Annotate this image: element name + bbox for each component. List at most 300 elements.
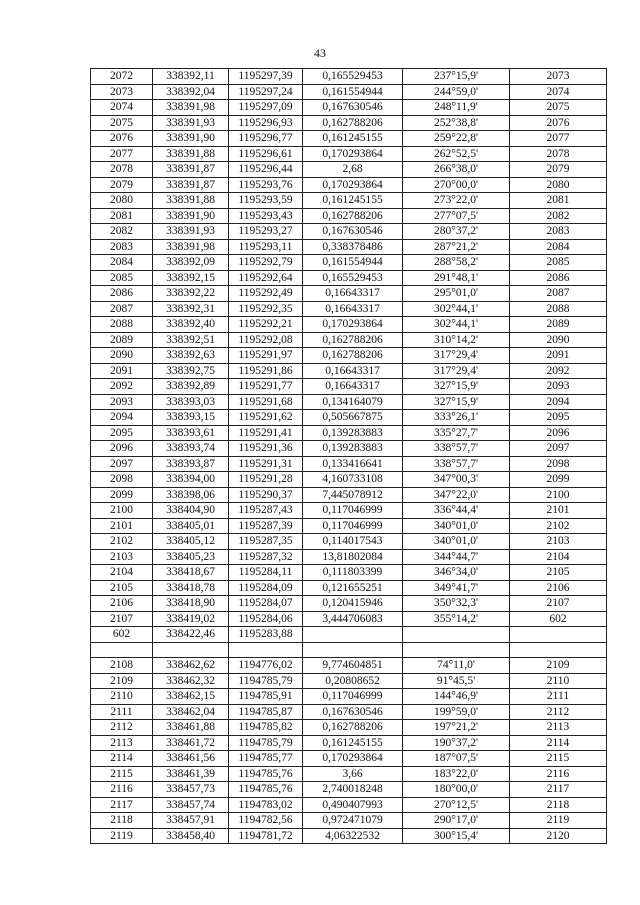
point-number-cell: 2119: [91, 828, 153, 844]
y-coordinate-cell: 1195291,41: [229, 425, 303, 441]
y-coordinate-cell: 1195292,21: [229, 317, 303, 333]
point-number-cell: 2076: [91, 131, 153, 147]
table-row: [91, 332, 607, 348]
table-row: [91, 255, 607, 271]
distance-cell: [303, 642, 403, 658]
distance-cell: 0,167630546: [303, 224, 403, 240]
distance-cell: 0,167630546: [303, 704, 403, 720]
point-number-cell: 2077: [91, 146, 153, 162]
distance-cell: 0,162788206: [303, 115, 403, 131]
y-coordinate-cell: 1194785,76: [229, 766, 303, 782]
x-coordinate-cell: 338392,89: [153, 379, 229, 395]
distance-cell: 0,505667875: [303, 410, 403, 426]
next-point-number-cell: 602: [510, 611, 607, 627]
point-number-cell: 2098: [91, 472, 153, 488]
point-number-cell: 2096: [91, 441, 153, 457]
x-coordinate-cell: 338391,93: [153, 115, 229, 131]
bearing-cell: 248°11,9': [403, 100, 510, 116]
table-row: [91, 84, 607, 100]
y-coordinate-cell: 1195296,93: [229, 115, 303, 131]
next-point-number-cell: 2085: [510, 255, 607, 271]
point-number-cell: 2075: [91, 115, 153, 131]
y-coordinate-cell: 1195293,43: [229, 208, 303, 224]
point-number-cell: 2100: [91, 503, 153, 519]
distance-cell: 3,66: [303, 766, 403, 782]
bearing-cell: 183°22,0': [403, 766, 510, 782]
y-coordinate-cell: 1194783,02: [229, 797, 303, 813]
next-point-number-cell: 2120: [510, 828, 607, 844]
y-coordinate-cell: 1195291,62: [229, 410, 303, 426]
table-row: [91, 286, 607, 302]
point-number-cell: 2115: [91, 766, 153, 782]
point-number-cell: 2082: [91, 224, 153, 240]
next-point-number-cell: 2105: [510, 565, 607, 581]
next-point-number-cell: 2102: [510, 518, 607, 534]
y-coordinate-cell: 1195291,36: [229, 441, 303, 457]
x-coordinate-cell: 338405,01: [153, 518, 229, 534]
bearing-cell: 344°44,7': [403, 549, 510, 565]
table-row: [91, 534, 607, 550]
bearing-cell: 288°58,2': [403, 255, 510, 271]
bearing-cell: 270°12,5': [403, 797, 510, 813]
x-coordinate-cell: 338392,75: [153, 363, 229, 379]
y-coordinate-cell: 1195296,61: [229, 146, 303, 162]
next-point-number-cell: 2109: [510, 658, 607, 674]
y-coordinate-cell: 1195296,77: [229, 131, 303, 147]
table-row: [91, 193, 607, 209]
point-number-cell: 2106: [91, 596, 153, 612]
x-coordinate-cell: 338461,56: [153, 751, 229, 767]
distance-cell: 0,16643317: [303, 363, 403, 379]
y-coordinate-cell: 1194785,87: [229, 704, 303, 720]
y-coordinate-cell: 1195296,44: [229, 162, 303, 178]
table-row: [91, 348, 607, 364]
table-row: [91, 162, 607, 178]
point-number-cell: 2102: [91, 534, 153, 550]
y-coordinate-cell: 1195293,76: [229, 177, 303, 193]
bearing-cell: 347°22,0': [403, 487, 510, 503]
distance-cell: 0,16643317: [303, 301, 403, 317]
y-coordinate-cell: 1195297,39: [229, 69, 303, 85]
next-point-number-cell: 2084: [510, 239, 607, 255]
y-coordinate-cell: [229, 642, 303, 658]
point-number-cell: 2079: [91, 177, 153, 193]
bearing-cell: 187°07,5': [403, 751, 510, 767]
next-point-number-cell: 2074: [510, 84, 607, 100]
x-coordinate-cell: 338391,90: [153, 208, 229, 224]
table-row: [91, 100, 607, 116]
next-point-number-cell: 2080: [510, 177, 607, 193]
point-number-cell: 2084: [91, 255, 153, 271]
x-coordinate-cell: [153, 642, 229, 658]
x-coordinate-cell: 338392,63: [153, 348, 229, 364]
bearing-cell: [403, 642, 510, 658]
x-coordinate-cell: 338404,90: [153, 503, 229, 519]
y-coordinate-cell: 1195284,06: [229, 611, 303, 627]
table-row: [91, 270, 607, 286]
distance-cell: 3,444706083: [303, 611, 403, 627]
point-number-cell: 2090: [91, 348, 153, 364]
distance-cell: 0,162788206: [303, 348, 403, 364]
x-coordinate-cell: 338391,90: [153, 131, 229, 147]
point-number-cell: 2073: [91, 84, 153, 100]
page-number: 43: [314, 46, 326, 60]
distance-cell: 0,162788206: [303, 720, 403, 736]
x-coordinate-cell: 338393,87: [153, 456, 229, 472]
next-point-number-cell: 2098: [510, 456, 607, 472]
next-point-number-cell: 2116: [510, 766, 607, 782]
table-row: [91, 689, 607, 705]
bearing-cell: 244°59,0': [403, 84, 510, 100]
distance-cell: 0,16643317: [303, 379, 403, 395]
point-number-cell: 2083: [91, 239, 153, 255]
distance-cell: 0,20808652: [303, 673, 403, 689]
x-coordinate-cell: 338422,46: [153, 627, 229, 643]
y-coordinate-cell: 1194785,79: [229, 673, 303, 689]
table-row: [91, 813, 607, 829]
distance-cell: 0,170293864: [303, 751, 403, 767]
next-point-number-cell: 2103: [510, 534, 607, 550]
next-point-number-cell: 2097: [510, 441, 607, 457]
bearing-cell: 317°29,4': [403, 348, 510, 364]
next-point-number-cell: 2089: [510, 317, 607, 333]
bearing-cell: 338°57,7': [403, 441, 510, 457]
table-row: [91, 115, 607, 131]
point-number-cell: 2110: [91, 689, 153, 705]
y-coordinate-cell: 1195291,86: [229, 363, 303, 379]
next-point-number-cell: 2075: [510, 100, 607, 116]
x-coordinate-cell: 338394,00: [153, 472, 229, 488]
x-coordinate-cell: 338418,78: [153, 580, 229, 596]
point-number-cell: 2086: [91, 286, 153, 302]
y-coordinate-cell: 1195291,68: [229, 394, 303, 410]
next-point-number-cell: 2093: [510, 379, 607, 395]
distance-cell: 0,121655251: [303, 580, 403, 596]
table-row: [91, 580, 607, 596]
point-number-cell: 2097: [91, 456, 153, 472]
y-coordinate-cell: 1195284,07: [229, 596, 303, 612]
table-row: [91, 394, 607, 410]
next-point-number-cell: 2106: [510, 580, 607, 596]
x-coordinate-cell: 338461,72: [153, 735, 229, 751]
x-coordinate-cell: 338391,88: [153, 193, 229, 209]
point-number-cell: 2078: [91, 162, 153, 178]
bearing-cell: 295°01,0': [403, 286, 510, 302]
y-coordinate-cell: 1194776,02: [229, 658, 303, 674]
distance-cell: 0,161554944: [303, 255, 403, 271]
bearing-cell: 74°11,0': [403, 658, 510, 674]
table-row: [91, 596, 607, 612]
x-coordinate-cell: 338462,62: [153, 658, 229, 674]
bearing-cell: 310°14,2': [403, 332, 510, 348]
next-point-number-cell: 2094: [510, 394, 607, 410]
next-point-number-cell: 2091: [510, 348, 607, 364]
x-coordinate-cell: 338418,90: [153, 596, 229, 612]
next-point-number-cell: 2118: [510, 797, 607, 813]
x-coordinate-cell: 338391,93: [153, 224, 229, 240]
next-point-number-cell: 2087: [510, 286, 607, 302]
distance-cell: 0,490407993: [303, 797, 403, 813]
table-row: [91, 146, 607, 162]
point-number-cell: 2081: [91, 208, 153, 224]
table-row: [91, 487, 607, 503]
distance-cell: 13,81802084: [303, 549, 403, 565]
bearing-cell: 199°59,0': [403, 704, 510, 720]
y-coordinate-cell: 1194782,56: [229, 813, 303, 829]
y-coordinate-cell: 1194785,91: [229, 689, 303, 705]
next-point-number-cell: 2119: [510, 813, 607, 829]
x-coordinate-cell: 338391,87: [153, 177, 229, 193]
y-coordinate-cell: 1195283,88: [229, 627, 303, 643]
next-point-number-cell: 2117: [510, 782, 607, 798]
point-number-cell: 2072: [91, 69, 153, 85]
point-number-cell: 2117: [91, 797, 153, 813]
bearing-cell: 340°01,0': [403, 518, 510, 534]
point-number-cell: 2074: [91, 100, 153, 116]
y-coordinate-cell: 1195284,09: [229, 580, 303, 596]
next-point-number-cell: 2073: [510, 69, 607, 85]
x-coordinate-cell: 338392,51: [153, 332, 229, 348]
bearing-cell: 333°26,1': [403, 410, 510, 426]
x-coordinate-cell: 338392,40: [153, 317, 229, 333]
x-coordinate-cell: 338392,04: [153, 84, 229, 100]
distance-cell: 0,117046999: [303, 689, 403, 705]
distance-cell: 2,740018248: [303, 782, 403, 798]
point-number-cell: 2107: [91, 611, 153, 627]
table-row: [91, 565, 607, 581]
table-row: [91, 518, 607, 534]
bearing-cell: 291°48,1': [403, 270, 510, 286]
y-coordinate-cell: 1195287,35: [229, 534, 303, 550]
point-number-cell: 2089: [91, 332, 153, 348]
distance-cell: 0,134164079: [303, 394, 403, 410]
table-row: [91, 456, 607, 472]
x-coordinate-cell: 338462,32: [153, 673, 229, 689]
bearing-cell: 350°32,3': [403, 596, 510, 612]
point-number-cell: 602: [91, 627, 153, 643]
bearing-cell: 347°00,3': [403, 472, 510, 488]
x-coordinate-cell: 338461,88: [153, 720, 229, 736]
bearing-cell: 266°38,0': [403, 162, 510, 178]
next-point-number-cell: 2111: [510, 689, 607, 705]
next-point-number-cell: 2100: [510, 487, 607, 503]
y-coordinate-cell: 1194781,72: [229, 828, 303, 844]
distance-cell: [303, 627, 403, 643]
distance-cell: 0,139283883: [303, 441, 403, 457]
next-point-number-cell: 2115: [510, 751, 607, 767]
table-row: [91, 797, 607, 813]
y-coordinate-cell: 1195293,11: [229, 239, 303, 255]
x-coordinate-cell: 338392,09: [153, 255, 229, 271]
next-point-number-cell: 2099: [510, 472, 607, 488]
x-coordinate-cell: 338391,98: [153, 100, 229, 116]
point-number-cell: 2114: [91, 751, 153, 767]
table-row: [91, 410, 607, 426]
distance-cell: 0,162788206: [303, 332, 403, 348]
next-point-number-cell: 2081: [510, 193, 607, 209]
distance-cell: 0,111803399: [303, 565, 403, 581]
point-number-cell: 2091: [91, 363, 153, 379]
bearing-cell: 335°27,7': [403, 425, 510, 441]
x-coordinate-cell: 338392,15: [153, 270, 229, 286]
bearing-cell: 300°15,4': [403, 828, 510, 844]
table-row: [91, 441, 607, 457]
bearing-cell: 190°37,2': [403, 735, 510, 751]
table-row: [91, 224, 607, 240]
x-coordinate-cell: 338398,06: [153, 487, 229, 503]
table-row: [91, 782, 607, 798]
y-coordinate-cell: 1194785,79: [229, 735, 303, 751]
x-coordinate-cell: 338392,31: [153, 301, 229, 317]
point-number-cell: 2113: [91, 735, 153, 751]
next-point-number-cell: 2114: [510, 735, 607, 751]
bearing-cell: 270°00,0': [403, 177, 510, 193]
x-coordinate-cell: 338393,15: [153, 410, 229, 426]
y-coordinate-cell: 1195284,11: [229, 565, 303, 581]
table-row: [91, 611, 607, 627]
point-number-cell: 2092: [91, 379, 153, 395]
y-coordinate-cell: 1195293,59: [229, 193, 303, 209]
x-coordinate-cell: 338418,67: [153, 565, 229, 581]
bearing-cell: 349°41,7': [403, 580, 510, 596]
distance-cell: 0,161245155: [303, 193, 403, 209]
y-coordinate-cell: 1195287,39: [229, 518, 303, 534]
next-point-number-cell: 2079: [510, 162, 607, 178]
distance-cell: 0,170293864: [303, 146, 403, 162]
y-coordinate-cell: 1195293,27: [229, 224, 303, 240]
table-row: [91, 720, 607, 736]
point-number-cell: 2105: [91, 580, 153, 596]
x-coordinate-cell: 338391,87: [153, 162, 229, 178]
point-number-cell: 2101: [91, 518, 153, 534]
y-coordinate-cell: 1195291,97: [229, 348, 303, 364]
y-coordinate-cell: 1195292,35: [229, 301, 303, 317]
table-row: [91, 472, 607, 488]
y-coordinate-cell: 1195297,09: [229, 100, 303, 116]
point-number-cell: 2094: [91, 410, 153, 426]
distance-cell: 0,170293864: [303, 177, 403, 193]
bearing-cell: 302°44,1': [403, 301, 510, 317]
x-coordinate-cell: 338419,02: [153, 611, 229, 627]
distance-cell: 0,170293864: [303, 317, 403, 333]
table-row: [91, 642, 607, 658]
distance-cell: 0,165529453: [303, 69, 403, 85]
bearing-cell: 355°14,2': [403, 611, 510, 627]
y-coordinate-cell: 1195292,08: [229, 332, 303, 348]
y-coordinate-cell: 1194785,76: [229, 782, 303, 798]
table-row: [91, 69, 607, 85]
table-row: [91, 828, 607, 844]
bearing-cell: 287°21,2': [403, 239, 510, 255]
next-point-number-cell: 2095: [510, 410, 607, 426]
bearing-cell: 338°57,7': [403, 456, 510, 472]
table-row: [91, 549, 607, 565]
x-coordinate-cell: 338462,15: [153, 689, 229, 705]
y-coordinate-cell: 1194785,82: [229, 720, 303, 736]
table-row: [91, 379, 607, 395]
y-coordinate-cell: 1195290,37: [229, 487, 303, 503]
point-number-cell: 2095: [91, 425, 153, 441]
table-row: [91, 503, 607, 519]
x-coordinate-cell: 338457,73: [153, 782, 229, 798]
y-coordinate-cell: 1195292,49: [229, 286, 303, 302]
y-coordinate-cell: 1195291,77: [229, 379, 303, 395]
bearing-cell: 327°15,9': [403, 379, 510, 395]
distance-cell: 0,161245155: [303, 735, 403, 751]
table-row: [91, 673, 607, 689]
y-coordinate-cell: 1195297,24: [229, 84, 303, 100]
distance-cell: 0,161245155: [303, 131, 403, 147]
distance-cell: 0,120415946: [303, 596, 403, 612]
bearing-cell: 280°37,2': [403, 224, 510, 240]
table-row: [91, 704, 607, 720]
y-coordinate-cell: 1195287,32: [229, 549, 303, 565]
table-row: [91, 317, 607, 333]
bearing-cell: 336°44,4': [403, 503, 510, 519]
table-row: [91, 239, 607, 255]
next-point-number-cell: 2076: [510, 115, 607, 131]
bearing-cell: 273°22,0': [403, 193, 510, 209]
x-coordinate-cell: 338458,40: [153, 828, 229, 844]
distance-cell: 7,445078912: [303, 487, 403, 503]
distance-cell: 0,139283883: [303, 425, 403, 441]
bearing-cell: 252°38,8': [403, 115, 510, 131]
next-point-number-cell: 2090: [510, 332, 607, 348]
distance-cell: 0,117046999: [303, 503, 403, 519]
distance-cell: 0,167630546: [303, 100, 403, 116]
next-point-number-cell: 2110: [510, 673, 607, 689]
next-point-number-cell: [510, 642, 607, 658]
next-point-number-cell: 2088: [510, 301, 607, 317]
table-row: [91, 751, 607, 767]
table-row: [91, 301, 607, 317]
x-coordinate-cell: 338392,11: [153, 69, 229, 85]
point-number-cell: 2080: [91, 193, 153, 209]
point-number-cell: 2112: [91, 720, 153, 736]
table-row: [91, 658, 607, 674]
point-number-cell: 2087: [91, 301, 153, 317]
table-row: [91, 425, 607, 441]
y-coordinate-cell: 1194785,77: [229, 751, 303, 767]
bearing-cell: 262°52,5': [403, 146, 510, 162]
point-number-cell: 2118: [91, 813, 153, 829]
bearing-cell: 277°07,5': [403, 208, 510, 224]
x-coordinate-cell: 338393,61: [153, 425, 229, 441]
table-row: [91, 208, 607, 224]
distance-cell: 0,972471079: [303, 813, 403, 829]
bearing-cell: 237°15,9': [403, 69, 510, 85]
distance-cell: 0,161554944: [303, 84, 403, 100]
distance-cell: 2,68: [303, 162, 403, 178]
x-coordinate-cell: 338457,74: [153, 797, 229, 813]
bearing-cell: 180°00,0': [403, 782, 510, 798]
x-coordinate-cell: 338405,12: [153, 534, 229, 550]
point-number-cell: 2116: [91, 782, 153, 798]
next-point-number-cell: 2104: [510, 549, 607, 565]
next-point-number-cell: [510, 627, 607, 643]
y-coordinate-cell: 1195292,79: [229, 255, 303, 271]
bearing-cell: 259°22,8': [403, 131, 510, 147]
bearing-cell: [403, 627, 510, 643]
table-row: [91, 363, 607, 379]
point-number-cell: 2109: [91, 673, 153, 689]
table-row: [91, 177, 607, 193]
x-coordinate-cell: 338461,39: [153, 766, 229, 782]
distance-cell: 4,160733108: [303, 472, 403, 488]
next-point-number-cell: 2107: [510, 596, 607, 612]
y-coordinate-cell: 1195287,43: [229, 503, 303, 519]
bearing-cell: 290°17,0': [403, 813, 510, 829]
